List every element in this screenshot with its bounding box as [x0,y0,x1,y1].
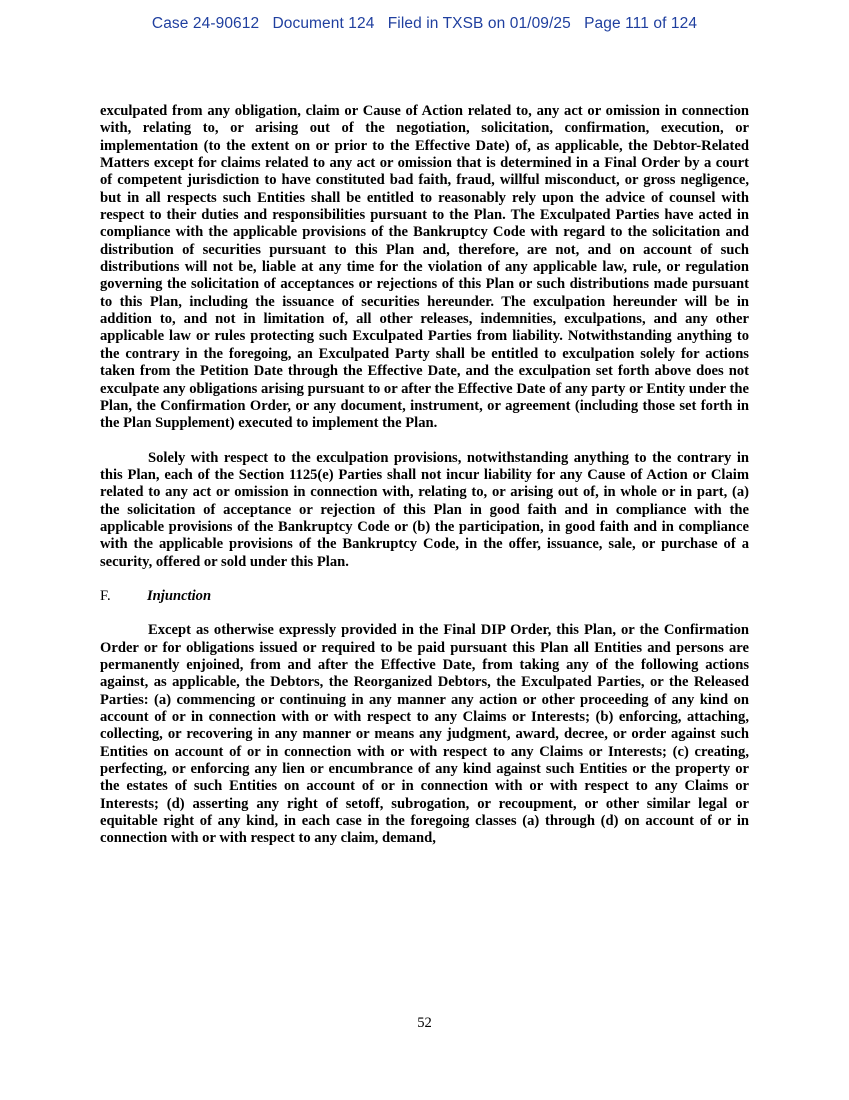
section-1125e-paragraph: Solely with respect to the exculpation provisions, notwithstanding anything to the contrary in this Plan, each of the Section 1125(e) Parties shall not incur liability for any Cause of Action or Claim related to any act or omission in connection with, relating to, or arising out of, in whole or in part, (a) the solicitation of acceptance or rejection of this Plan in good faith and in compliance with the applicable provisions of the Bankruptcy Code or (b) the participation, in good faith and in compliance with the applicable provisions of the Bankruptcy Code, in the offer, issuance, sale, or purchase of a security, offered or sold under this Plan. [100,449,749,570]
section-letter: F. [100,587,111,604]
exculpation-paragraph: exculpated from any obligation, claim or Cause of Action related to, any act or omission in connection with, relating to, or arising out of the negotiation, solicitation, confirmation, execution, or implementation (to the extent on or prior to the Effective Date) of, as applicable, the Debtor-Related Matters except for claims related to any act or omission that is determined in a Final Order by a court of competent jurisdiction to have constituted bad faith, fraud, willful misconduct, or gross negligence, but in all respects such Entities shall be entitled to reasonably rely upon the advice of counsel with respect to their duties and responsibilities pursuant to the Plan. The Exculpated Parties have acted in compliance with the applicable provisions of the Bankruptcy Code with regard to the solicitation and distribution of securities pursuant to this Plan and, therefore, are not, and on account of such distributions will not be, liable at any time for the violation of any applicable law, rule, or regulation governing the solicitation of acceptances or rejections of this Plan or such distributions made pursuant to this Plan, including the issuance of securities hereunder. The exculpation hereunder will be in addition to, and not in limitation of, all other releases, indemnities, exculpations, and any other applicable law or rules protecting such Exculpated Parties from liability. Notwithstanding anything to the contrary in the foregoing, an Exculpated Party shall be entitled to exculpation solely for actions taken from the Petition Date through the Effective Date, and the exculpation set forth above does not exculpate any obligations arising pursuant to or after the Effective Date of any party or Entity under the Plan, the Confirmation Order, or any document, instrument, or agreement (including those set forth in the Plan Supplement) executed to implement the Plan. [100,103,749,432]
injunction-paragraph: Except as otherwise expressly provided in the Final DIP Order, this Plan, or the Confirmation Order or for obligations issued or required to be paid pursuant this Plan all Entities and persons are permanently enjoined, from and after the Effective Date, from taking any of the following actions against, as applicable, the Debtors, the Reorganized Debtors, the Exculpated Parties, or the Released Parties: (a) commencing or continuing in any manner any action or other proceeding of any kind on account of or in connection with or with respect to any Claims or Interests; (b) enforcing, attaching, collecting, or recovering in any manner or means any judgment, award, decree, or order against such Entities on account of or in connection with or with respect to any Claims or Interests; (c) creating, perfecting, or enforcing any lien or encumbrance of any kind against such Entities or the property or the estates of such Entities on account of or in connection with or with respect to any Claims or Interests; (d) asserting any right of setoff, subrogation, or recoupment, or other similar legal or equitable right of any kind, in each case in the foregoing classes (a) through (d) on account of or in connection with or with respect to any claim, demand, [100,622,749,847]
document-number: Document 124 [272,15,375,32]
page-of-total: Page 111 of 124 [584,15,698,32]
section-heading [100,588,749,605]
section-title: Injunction [147,587,212,604]
case-number: Case 24-90612 [151,15,260,32]
filed-info: Filed in TXSB on 01/09/25 [387,15,571,32]
document-body [100,103,749,848]
page-number: 52 [417,1015,432,1031]
court-filing-header [0,15,849,33]
